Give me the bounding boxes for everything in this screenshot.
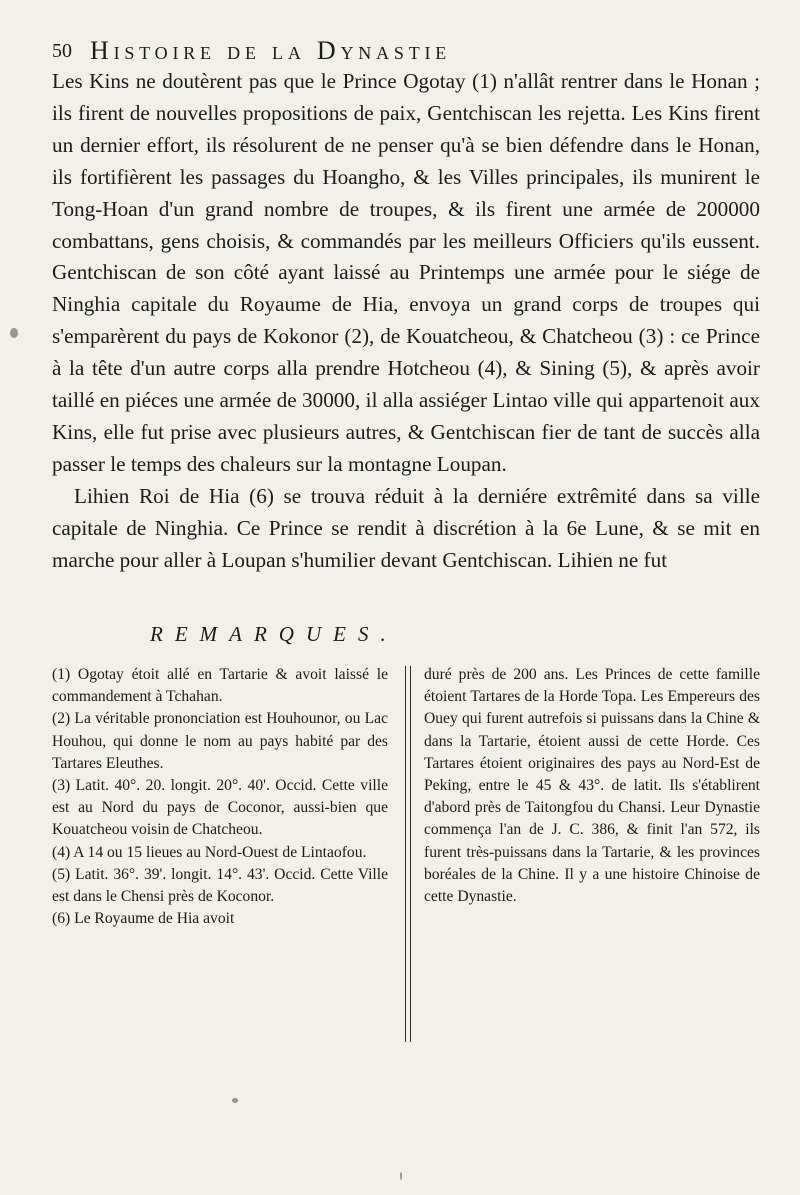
main-text: [52, 66, 760, 577]
footnote: (3) Latit. 40°. 20. longit. 20°. 40'. Occid. Cette ville est au Nord du pays de Coconor, aussi-bien que Kouatcheou voisin de Chatcheou.: [52, 777, 388, 839]
footnote: (6) Le Royaume de Hia avoit: [52, 910, 235, 928]
footnote: (2) La véritable prononciation est Houhounor, ou Lac Houhou, qui donne le nom au pays habité par des Tartares Eleuthes.: [52, 710, 388, 772]
ink-spot: [232, 1098, 238, 1103]
remarques-heading: REMARQUES.: [150, 622, 398, 646]
footnote: duré près de 200 ans. Les Princes de cette famille étoient Tartares de la Horde Topa. Les Empereurs des Ouey qui furent autrefois si puissans dans la Chine & dans la Tartarie, étoient aussi de cette Horde. Ces Tartares étoient originaires des pays au Nord-Est de Peking, entre le 45 & 43°. de latit. Ils s'établirent d'abord près de Taitongfou du Chansi. Leur Dynastie commença l'an de J. C. 386, & finit l'an 572, ils furent très-puissans dans la Tartarie, & les provinces boréales de la Chine. Il y a une histoire Chinoise de cette Dynastie.: [424, 666, 760, 906]
footnotes-left-column: [52, 664, 388, 930]
footnote: (5) Latit. 36°. 39'. longit. 14°. 43'. Occid. Cette Ville est dans le Chensi près de Koconor.: [52, 865, 388, 906]
footnotes-right-column: [424, 664, 760, 908]
paragraph: Les Kins ne doutèrent pas que le Prince Ogotay (1) n'allât rentrer dans le Honan ; ils firent de nouvelles propositions de paix, Gentchiscan les rejetta. Les Kins firent un dernier effort, ils résolurent de ne penser qu'à se bien défendre dans le Honan, ils fortifièrent les passages du Hoangho, & les Villes principales, ils munirent le Tong-Hoan d'un grand nombre de troupes, & ils firent une armée de 200000 combattans, gens choisis, & commandés par les meilleurs Officiers qu'ils eussent. Gentchiscan de son côté ayant laissé au Printemps une armée pour le siége de Ninghia capitale du Royaume de Hia, envoya un grand corps de troupes qui s'emparèrent du pays de Kokonor (2), de Kouatcheou, & Chatcheou (3) : ce Prince à la tête d'un autre corps alla prendre Hotcheou (4), & Sining (5), & après avoir taillé en piéces une armée de 30000, il alla assiéger Lintao ville qui appartenoit aux Kins, elle fut prise avec plusieurs autres, & Gentchiscan fier de tant de succès alla passer le temps des chaleurs sur la montagne Loupan.: [52, 69, 760, 476]
paragraph: Lihien Roi de Hia (6) se trouva réduit à la derniére extrêmité dans sa ville capitale de Ninghia. Ce Prince se rendit à discrétion à la 6e Lune, & se mit en marche pour aller à Loupan s'humilier devant Gentchiscan. Lihien ne fut: [52, 483, 760, 572]
ink-spot: [400, 1172, 402, 1180]
column-divider: [405, 666, 406, 1042]
running-title: Histoire de la Dynastie: [90, 36, 452, 65]
column-divider: [410, 666, 411, 1042]
footnotes: [52, 664, 760, 1044]
footnote: (4) A 14 ou 15 lieues au Nord-Ouest de Lintaofou.: [52, 843, 367, 861]
running-head: [52, 34, 752, 64]
footnote: (1) Ogotay étoit allé en Tartarie & avoit laissé le commandement à Tchahan.: [52, 666, 388, 706]
page-number: 50: [52, 40, 72, 62]
ink-spot: [10, 328, 18, 338]
